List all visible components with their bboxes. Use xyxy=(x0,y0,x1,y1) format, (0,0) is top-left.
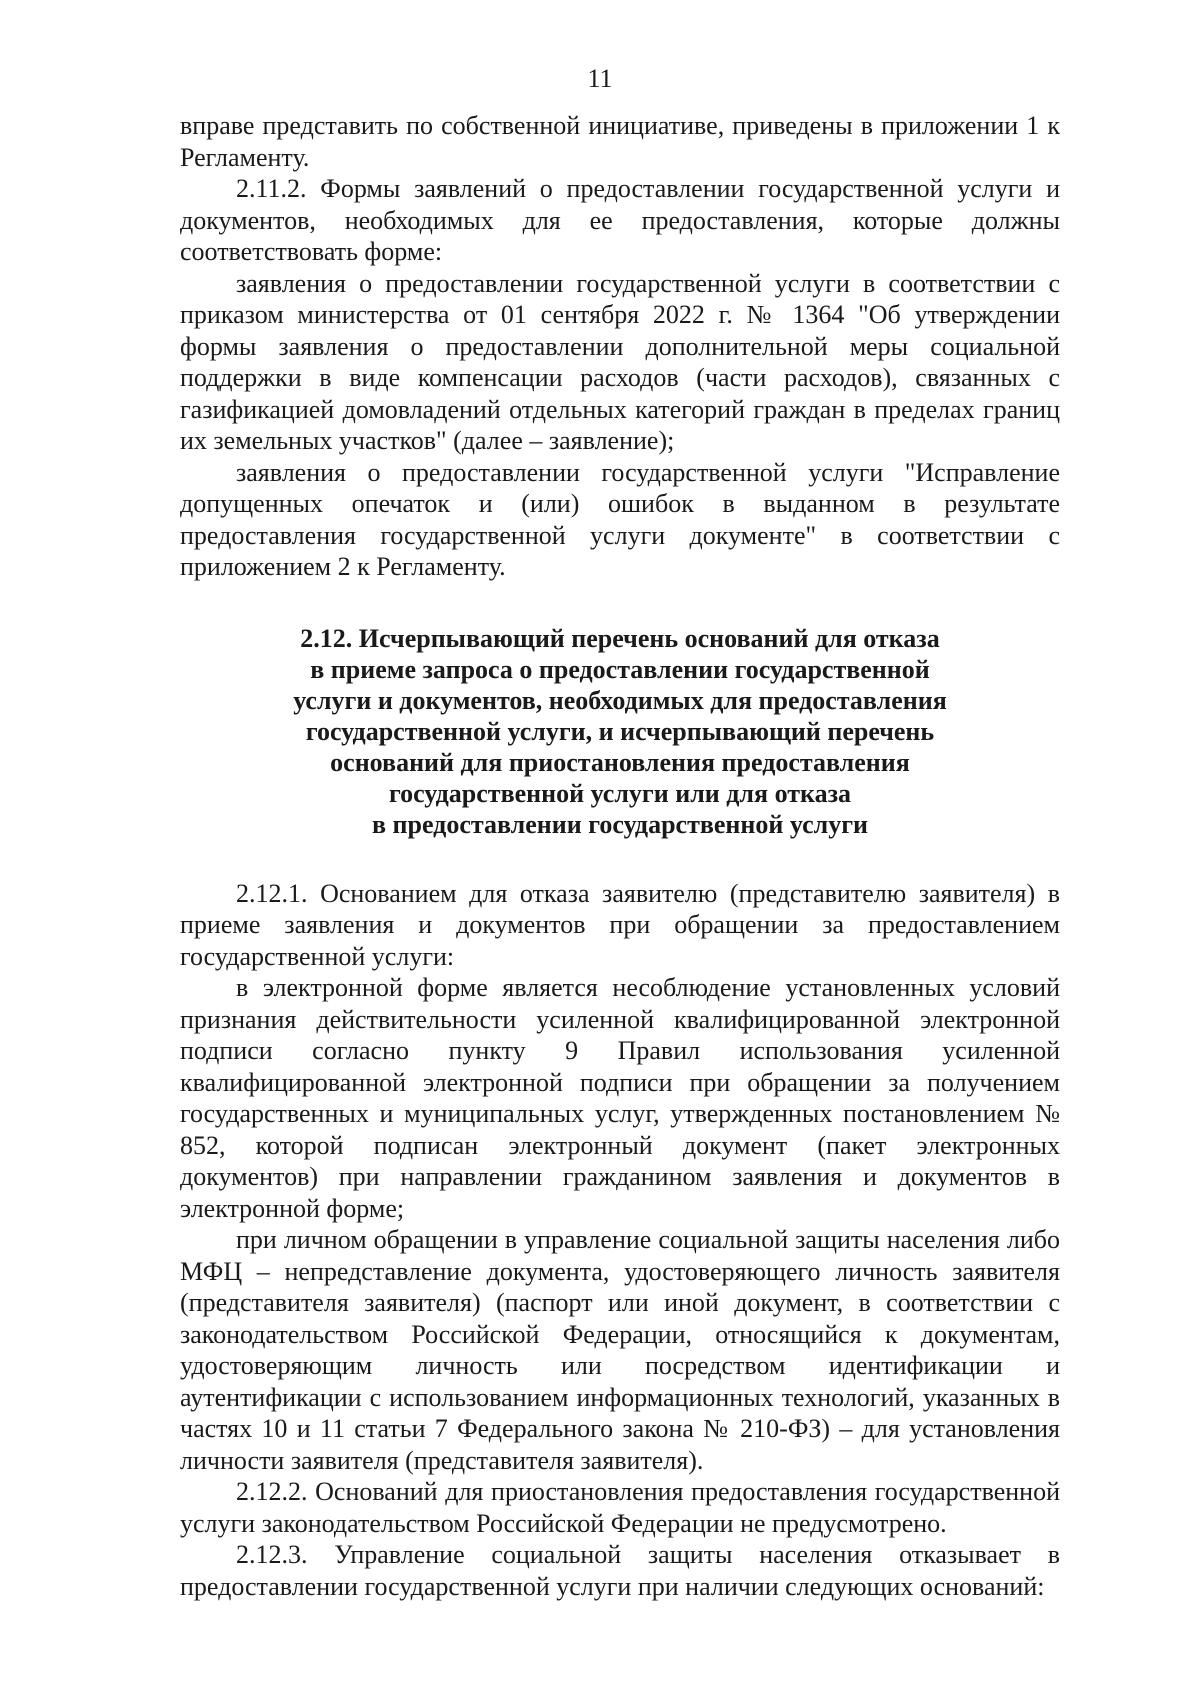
paragraph-correction-form: заявления о предоставлении государственной услуги "Исправление допущенных опечаток и (или) ошибок в выданном в результате предоставления государственной услуги документе" в соответствии с приложением 2 к Регламенту. xyxy=(180,457,1060,581)
paragraph-continuation: вправе представить по собственной инициативе, приведены в приложении 1 к Регламенту. xyxy=(180,111,1060,172)
heading-line: государственной услуги или для отказа xyxy=(388,778,852,808)
heading-line: государственной услуги, и исчерпывающий перечень xyxy=(305,716,935,746)
paragraph-electronic-form: в электронной форме является несоблюдение установленных условий признания действительности усиленной квалифицированной электронной подписи согласно пункту 9 Правил использования усиленной квалифицированной электронной подписи при обращении за получением государственных и муниципальных услуг, утвержденных постановлением № 852, которой подписан электронный документ (пакет электронных документов) при направлении гражданином заявления и документов в электронной форме; xyxy=(180,973,1060,1223)
heading-line: услуги и документов, необходимых для предоставления xyxy=(293,685,947,715)
heading-line: в приеме запроса о предоставлении государственной xyxy=(310,654,930,684)
heading-line: оснований для приостановления предоставления xyxy=(330,747,910,777)
heading-line: в предоставлении государственной услуги xyxy=(371,809,868,839)
paragraph-application-form: заявления о предоставлении государственной услуги в соответствии с приказом министерства от 01 сентября 2022 г. № 1364 "Об утверждении формы заявления о предоставлении дополнительной меры социальной поддержки в виде компенсации расходов (части расходов), связанных с газификацией домовладений отдельных категорий граждан в пределах границ их земельных участков" (далее – заявление); xyxy=(180,268,1060,455)
heading-line: 2.12. Исчерпывающий перечень оснований для отказа xyxy=(300,623,940,653)
paragraph-2-12-3: 2.12.3. Управление социальной защиты населения отказывает в предоставлении государственной услуги при наличии следующих оснований: xyxy=(180,1540,1060,1601)
section-heading-2-12 xyxy=(180,623,1060,840)
paragraph-2-11-2: 2.11.2. Формы заявлений о предоставлении государственной услуги и документов, необходимых для ее предоставления, которые должны соответствовать форме: xyxy=(180,174,1060,266)
page-number: 11 xyxy=(587,64,613,93)
paragraph-personal-visit: при личном обращении в управление социальной защиты населения либо МФЦ – непредставление документа, удостоверяющего личность заявителя (представителя заявителя) (паспорт или иной документ, в соответствии с законодательством Российской Федерации, относящийся к документам, удостоверяющим личность или посредством идентификации и аутентификации с использованием информационных технологий, указанных в частях 10 и 11 статьи 7 Федерального закона № 210-ФЗ) – для установления личности заявителя (представителя заявителя). xyxy=(180,1225,1060,1475)
paragraph-2-12-2: 2.12.2. Оснований для приостановления предоставления государственной услуги законодательством Российской Федерации не предусмотрено. xyxy=(180,1477,1060,1538)
paragraph-2-12-1: 2.12.1. Основанием для отказа заявителю (представителю заявителя) в приеме заявления и документов при обращении за предоставлением государственной услуги: xyxy=(180,878,1060,971)
document-body xyxy=(180,110,1060,1602)
